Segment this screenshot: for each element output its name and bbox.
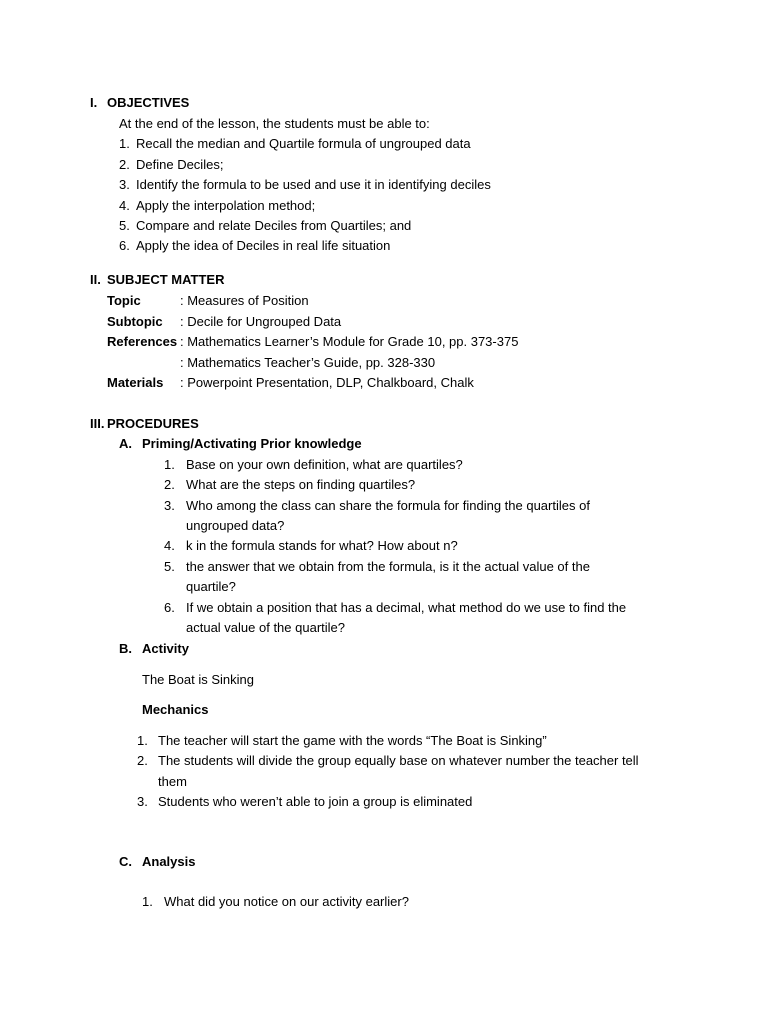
analysis-number: 1. xyxy=(142,894,153,909)
objective-number: 5. xyxy=(119,218,130,233)
objective-text: Compare and relate Deciles from Quartiles; and xyxy=(136,218,412,233)
mechanics-text: Students who weren’t able to join a group is eliminated xyxy=(158,794,473,809)
section-3-heading: PROCEDURES xyxy=(107,416,199,431)
part-letter: B. xyxy=(119,641,132,656)
objective-number: 2. xyxy=(119,157,130,172)
question-text-continued: actual value of the quartile? xyxy=(186,620,345,635)
question-text: Base on your own definition, what are quartiles? xyxy=(186,457,463,472)
objective-number: 6. xyxy=(119,238,130,253)
part-title: Priming/Activating Prior knowledge xyxy=(142,436,362,451)
mechanics-number: 2. xyxy=(137,753,148,768)
subject-label: References xyxy=(107,334,178,349)
question-text: k in the formula stands for what? How about n? xyxy=(186,538,458,553)
objective-text: Define Deciles; xyxy=(136,157,224,172)
section-1-numeral: I. xyxy=(90,95,98,110)
subject-label: Subtopic xyxy=(107,314,163,329)
subject-value: : Powerpoint Presentation, DLP, Chalkboard, Chalk xyxy=(180,375,474,390)
part-title: Analysis xyxy=(142,854,196,869)
subject-label: Materials xyxy=(107,375,164,390)
section-3-numeral: III. xyxy=(90,416,105,431)
question-number: 1. xyxy=(164,457,175,472)
question-number: 4. xyxy=(164,538,175,553)
subject-value: : Decile for Ungrouped Data xyxy=(180,314,342,329)
subject-value: : Mathematics Learner’s Module for Grade 10, pp. 373-375 xyxy=(180,334,519,349)
game-name: The Boat is Sinking xyxy=(142,672,255,687)
analysis-text: What did you notice on our activity earlier? xyxy=(164,894,409,909)
objective-number: 4. xyxy=(119,198,130,213)
objectives-intro: At the end of the lesson, the students must be able to: xyxy=(119,116,430,131)
question-number: 3. xyxy=(164,498,175,513)
mechanics-text-continued: them xyxy=(158,774,187,789)
objective-number: 3. xyxy=(119,177,130,192)
section-2-numeral: II. xyxy=(90,272,101,287)
question-number: 2. xyxy=(164,477,175,492)
subject-value: : Measures of Position xyxy=(180,293,309,308)
objective-text: Identify the formula to be used and use it in identifying deciles xyxy=(136,177,491,192)
question-number: 5. xyxy=(164,559,175,574)
mechanics-number: 1. xyxy=(137,733,148,748)
subject-label: Topic xyxy=(107,293,141,308)
mechanics-number: 3. xyxy=(137,794,148,809)
question-text-continued: quartile? xyxy=(186,579,236,594)
question-text-continued: ungrouped data? xyxy=(186,518,285,533)
question-text: If we obtain a position that has a decimal, what method do we use to find the xyxy=(186,600,627,615)
subject-value: : Mathematics Teacher’s Guide, pp. 328-330 xyxy=(180,355,436,370)
question-text: What are the steps on finding quartiles? xyxy=(186,477,416,492)
objective-text: Apply the idea of Deciles in real life situation xyxy=(136,238,391,253)
part-title: Activity xyxy=(142,641,189,656)
part-letter: C. xyxy=(119,854,132,869)
mechanics-label: Mechanics xyxy=(142,702,209,717)
question-text: the answer that we obtain from the formula, is it the actual value of the xyxy=(186,559,590,574)
objective-number: 1. xyxy=(119,136,130,151)
objective-text: Apply the interpolation method; xyxy=(136,198,316,213)
mechanics-text: The students will divide the group equally base on whatever number the teacher tell xyxy=(158,753,639,768)
mechanics-text: The teacher will start the game with the words “The Boat is Sinking” xyxy=(158,733,547,748)
section-2-heading: SUBJECT MATTER xyxy=(107,272,225,287)
part-letter: A. xyxy=(119,436,132,451)
question-text: Who among the class can share the formula for finding the quartiles of xyxy=(186,498,590,513)
section-1-heading: OBJECTIVES xyxy=(107,95,190,110)
objective-text: Recall the median and Quartile formula of ungrouped data xyxy=(136,136,471,151)
question-number: 6. xyxy=(164,600,175,615)
